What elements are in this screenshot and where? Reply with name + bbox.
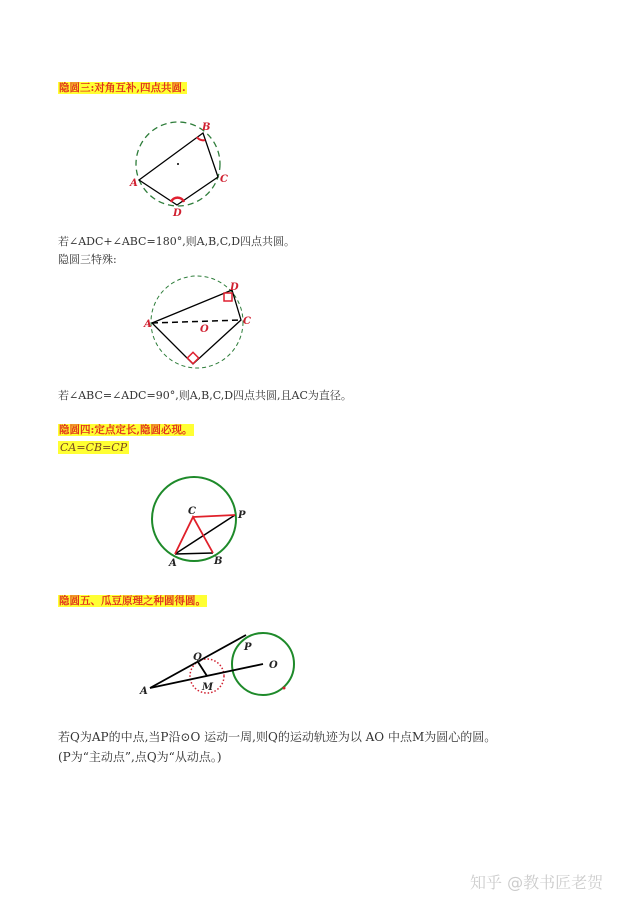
label-q: Q bbox=[193, 652, 202, 663]
segment-cp bbox=[193, 515, 235, 517]
statement-right-angle: 若∠ABC=∠ADC=90°,则A,B,C,D四点共圆,且AC为直径。 bbox=[58, 389, 352, 402]
right-angle-mark-b bbox=[187, 352, 198, 363]
label-b: B bbox=[214, 556, 223, 567]
point-on-circle bbox=[283, 687, 286, 690]
watermark: 知乎 @教书匠老贺 bbox=[470, 873, 604, 892]
heading-text: 隐圆四:定点定长,隐圆必现。 bbox=[59, 424, 193, 436]
diagram-fixed-point-length bbox=[152, 477, 246, 569]
label-d: D bbox=[230, 282, 239, 293]
label-d: D bbox=[173, 208, 182, 219]
label-p: P bbox=[238, 510, 246, 521]
diagram-cyclic-quadrilateral bbox=[129, 122, 228, 219]
label-c: C bbox=[188, 506, 196, 517]
label-o: O bbox=[200, 324, 209, 335]
label-a: A bbox=[169, 558, 177, 569]
label-c: C bbox=[220, 174, 228, 185]
equation bbox=[58, 441, 129, 455]
label-b: B bbox=[202, 122, 211, 133]
diameter-ac bbox=[152, 320, 241, 323]
segment-qm bbox=[198, 662, 207, 676]
label-m: M bbox=[202, 682, 214, 693]
heading-text: 隐圆三:对角互补,四点共圆. bbox=[59, 82, 186, 94]
center-dot bbox=[177, 163, 179, 165]
equation-text: CA=CB=CP bbox=[60, 441, 128, 454]
segment-ab bbox=[175, 553, 213, 554]
statement-locus: 若Q为AP的中点,当P沿⊙O 运动一周,则Q的运动轨迹为以 AO 中点M为圆心的圆。 bbox=[58, 730, 497, 744]
diagram-melon-bean bbox=[139, 633, 294, 697]
label-p: P bbox=[244, 642, 252, 653]
label-o: O bbox=[269, 660, 278, 671]
diagram-right-angles bbox=[143, 276, 251, 368]
section-heading-5 bbox=[58, 594, 207, 608]
label-a: A bbox=[140, 686, 148, 697]
right-angle-mark-d bbox=[224, 293, 232, 301]
segments-ca-cb bbox=[175, 517, 213, 554]
label-a: A bbox=[130, 178, 138, 189]
label-c: C bbox=[243, 316, 251, 327]
statement-supplementary: 若∠ADC+∠ABC=180°,则A,B,C,D四点共圆。 bbox=[58, 235, 296, 248]
heading-text: 隐圆五、瓜豆原理之种圆得圆。 bbox=[59, 595, 206, 607]
quadrilateral bbox=[139, 133, 218, 205]
section-heading-4 bbox=[58, 423, 194, 437]
label-a: A bbox=[144, 319, 152, 330]
special-case-label: 隐圆三特殊: bbox=[58, 253, 117, 266]
statement-note: (P为“主动点”,点Q为“从动点。) bbox=[58, 750, 222, 764]
angle-mark-b bbox=[197, 137, 205, 140]
